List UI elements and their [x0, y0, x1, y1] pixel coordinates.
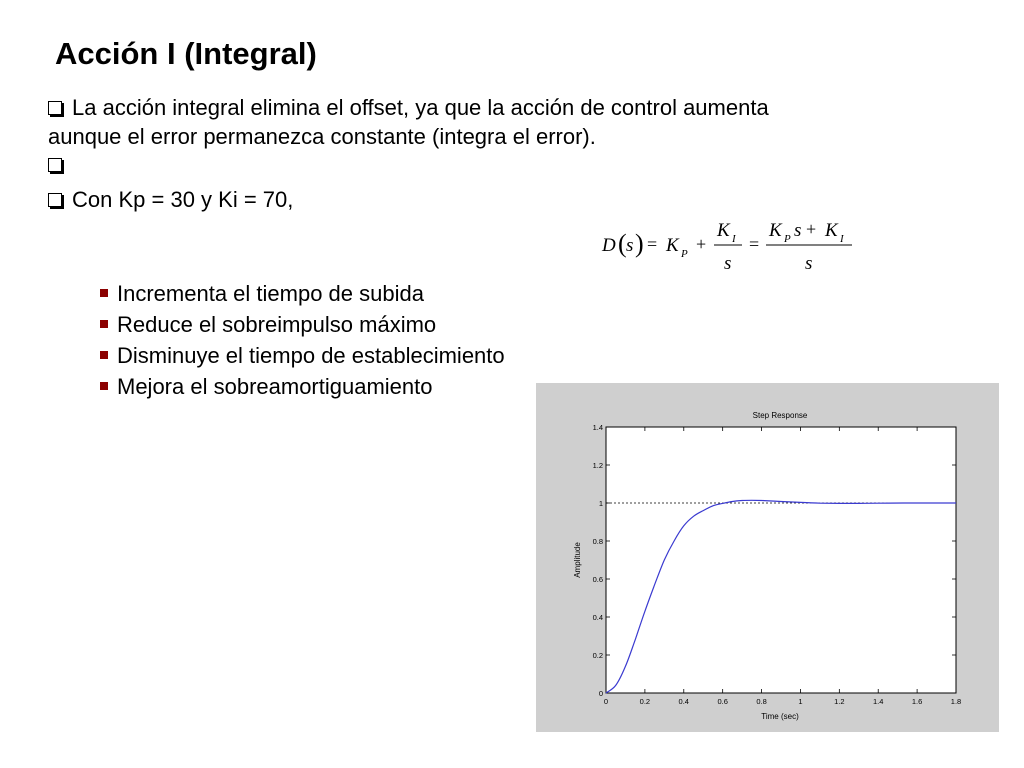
formula-paren-open: (	[618, 229, 627, 258]
effect-item	[100, 340, 505, 371]
x-tick-label: 0.8	[756, 697, 767, 706]
effects-list	[100, 278, 505, 402]
checkbox-bullet-icon	[48, 101, 62, 115]
plot-area	[606, 427, 956, 693]
formula-kp-sub-2: P	[784, 233, 791, 245]
x-tick-label: 1.2	[834, 697, 845, 706]
square-bullet-icon	[100, 351, 108, 359]
formula-equals: =	[647, 234, 658, 254]
x-tick-label: 1.8	[950, 697, 962, 706]
checkbox-bullet-icon	[48, 158, 62, 172]
formula-lhs: D	[602, 235, 616, 256]
formula-ki-sub-2: I	[840, 233, 844, 245]
effect-item	[100, 309, 505, 340]
controller-formula	[598, 214, 858, 278]
effect-text: Disminuye el tiempo de establecimiento	[117, 343, 505, 368]
formula-kp-sub: P	[681, 248, 688, 260]
bullet-gains	[48, 185, 293, 214]
square-bullet-icon	[100, 289, 108, 297]
bullet-gains-text: Con Kp = 30 y Ki = 70,	[72, 187, 294, 212]
effect-text: Reduce el sobreimpulso máximo	[117, 312, 437, 337]
square-bullet-icon	[100, 320, 108, 328]
x-tick-label: 1.6	[911, 697, 923, 706]
formula-plus-2: +	[806, 219, 817, 239]
x-tick-label: 0.2	[639, 697, 651, 706]
bullet-empty	[48, 150, 72, 179]
y-tick-label: 0.4	[592, 613, 603, 622]
effect-text: Mejora el sobreamortiguamiento	[117, 374, 433, 399]
x-axis-label: Time (sec)	[761, 712, 799, 721]
y-tick-label: 1.2	[592, 461, 603, 470]
step-response-chart	[536, 383, 999, 732]
square-bullet-icon	[100, 382, 108, 390]
checkbox-bullet-icon	[48, 193, 62, 207]
y-tick-label: 0.6	[592, 575, 603, 584]
formula-ki-2: K	[825, 220, 838, 241]
bullet-text-line2: aunque el error permanezca constante (integra el error).	[48, 124, 596, 149]
formula-ki-sub: I	[732, 233, 736, 245]
chart-title: Step Response	[752, 411, 808, 420]
formula-den-1: s	[724, 253, 732, 274]
bullet-text-line1: La acción integral elimina el offset, ya que la acción de control aumenta	[72, 95, 769, 120]
x-tick-label: 0	[603, 697, 609, 706]
formula-plus: +	[696, 234, 707, 254]
formula-ki: K	[717, 220, 730, 241]
y-axis-label: Amplitude	[573, 542, 582, 578]
x-tick-label: 1	[798, 697, 803, 706]
formula-equals-2: =	[749, 234, 760, 254]
x-tick-label: 0.6	[717, 697, 728, 706]
y-tick-label: 0	[598, 689, 603, 698]
x-tick-label: 1.4	[873, 697, 884, 706]
y-tick-label: 1	[598, 499, 603, 508]
y-tick-label: 1.4	[592, 423, 603, 432]
bullet-integral-action	[48, 93, 769, 151]
formula-kp-2: K	[769, 220, 782, 241]
formula-den-2: s	[805, 253, 813, 274]
y-tick-label: 0.2	[592, 651, 603, 660]
effect-item	[100, 371, 505, 402]
effect-item	[100, 278, 505, 309]
formula-kp: K	[666, 235, 679, 256]
slide-title: Acción I (Integral)	[55, 36, 317, 71]
effect-text: Incrementa el tiempo de subida	[117, 281, 424, 306]
formula-paren-close: )	[635, 229, 644, 258]
y-tick-label: 0.8	[592, 537, 603, 546]
step-response-figure	[536, 383, 999, 732]
x-tick-label: 0.4	[678, 697, 689, 706]
formula-arg: s	[626, 235, 634, 256]
formula-num-s: s	[794, 220, 802, 241]
